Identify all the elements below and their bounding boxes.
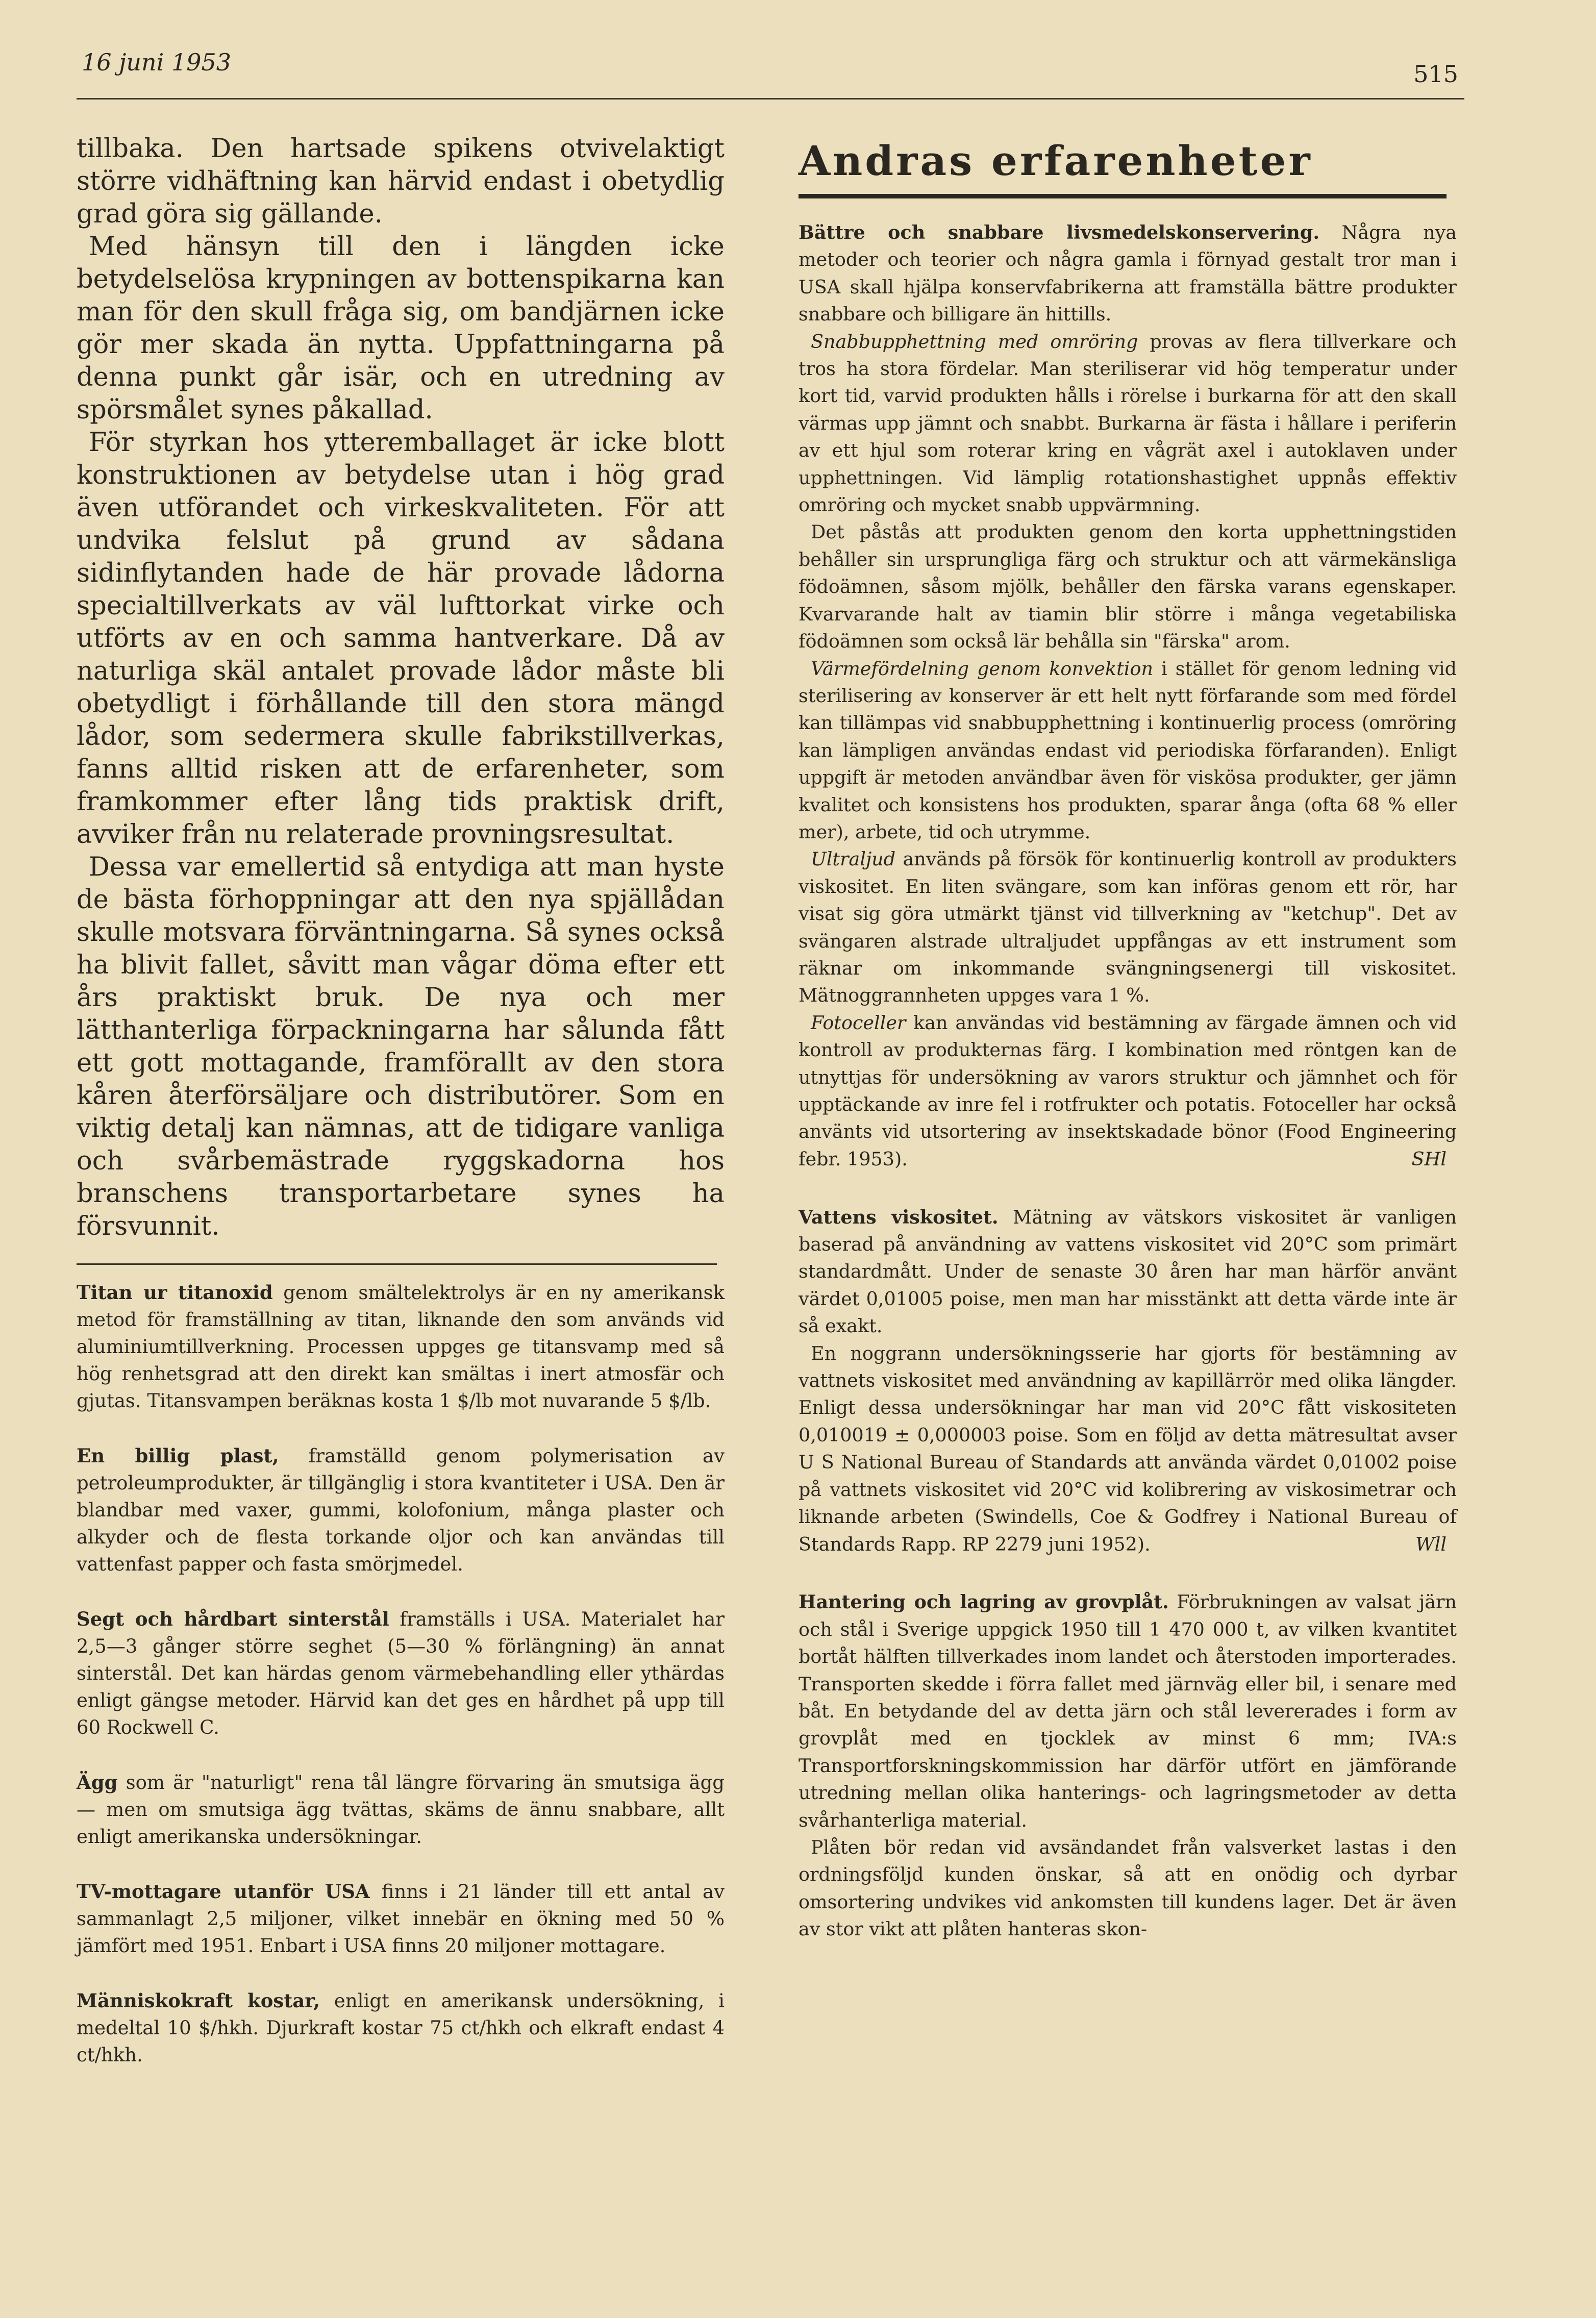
note-item — [77, 1442, 725, 1578]
news-notes — [77, 1279, 725, 2068]
news-paragraph — [799, 1204, 1457, 1340]
article-paragraph: Dessa var emellertid så entydiga att man hyste de bästa förhoppningar att den nya spjällådan skulle motsvara förväntningarna. Så synes också ha blivit fallet, såvitt man vågar döma efter ett års praktiskt bruk. De nya och mer lätthanterliga förpackningarna har sålunda fått ett gott mottagande, framförallt av den stora kåren återförsäljare och distributörer. Som en viktig detalj kan nämnas, att de tidigare vanliga och svårbemästrade ryggskadorna hos branschens transportarbetare synes ha försvunnit. — [77, 852, 725, 1241]
note-lead: Titan ur titanoxid — [77, 1281, 273, 1304]
note-item — [77, 1878, 725, 1959]
news-text: Plåten bör redan vid avsändandet från valsverket lastas i den ordningsföljd kunden önskar, så att en onödig och dyrbar omsortering undvikes vid ankomsten till kundens lager. Det är även av stor vikt att plåten hanteras skon- — [799, 1836, 1457, 1940]
news-text: provas av flera tillverkare och tros ha stora fördelar. Man steriliserar vid hög temperatur under kort tid, varvid produkten hålls i rörelse i burkarna för att den skall värmas upp jämnt och snabbt. Burkarna är fästa i hållare i periferin av ett hjul som roterar kring en vågrät axel i autoklaven under upphettningen. Vid lämplig rotationshastighet uppnås effektiv omröring och mycket snabb uppvärmning. — [799, 330, 1457, 516]
news-paragraph — [799, 845, 1457, 1009]
issue-date: 16 juni 1953 — [82, 48, 232, 76]
news-paragraph — [799, 518, 1457, 655]
author-signature: SHl — [1411, 1148, 1447, 1170]
note-lead: Ägg — [77, 1771, 118, 1793]
section-rule — [77, 1263, 717, 1265]
header-rule — [77, 98, 1464, 99]
note-lead: Segt och hårdbart sinterstål — [77, 1608, 389, 1630]
note-item — [77, 1769, 725, 1850]
news-lead: Bättre och snabbare livsmedelskonservering. — [799, 221, 1320, 243]
note-text: framställd genom polymerisation av petroleumprodukter, är tillgänglig i stora kvantiteter i USA. Den är blandbar med vaxer, gummi, kolofonium, många plaster och alkyder och de flesta torkande oljor och kan användas till vattenfast papper och fasta smörjmedel. — [77, 1445, 725, 1575]
section-title: Andras erfarenheter — [799, 137, 1313, 185]
note-item — [77, 1606, 725, 1741]
news-text: kan användas vid bestämning av färgade ämnen och vid kontroll av produkternas färg. I kombination med röntgen kan de utnyttjas för undersökning av varors struktur och jämnhet och för upptäckande av inre fel i rotfrukter och potatis. Fotoceller har också använts vid utsortering av insektskadade bönor (Food Engineering febr. 1953). — [799, 1011, 1457, 1170]
article-paragraph: För styrkan hos ytteremballaget är icke blott konstruktionen av betydelse utan i hög grad även utförandet och virkeskvaliteten. För att undvika felslut på grund av sådana sidinflytanden hade de här provade lådorna specialtillverkats av väl lufttorkat virke och utförts av en och samma hantverkare. Då av naturliga skäl antalet provade lådor måste bli obetydligt i förhållande till den stora mängd lådor, som sedermera skulle fabrikstillverkas, fanns alltid risken att de erfarenheter, som framkommer efter lång tids praktisk drift, avviker från nu relaterade provningsresultat. — [77, 428, 725, 850]
title-rule — [799, 194, 1447, 198]
note-text: som är "naturligt" rena tål längre förvaring än smutsiga ägg — men om smutsiga ägg tvättas, skäms de ännu snabbare, allt enligt amerikanska undersökningar. — [77, 1772, 725, 1848]
news-text: Det påstås att produkten genom den korta upphettningstiden behåller sin ursprungliga färg och struktur och att värmekänsliga födoämnen, såsom mjölk, behåller den färska varans egenskaper. Kvarvarande halt av tiamin blir större i många vegetabiliska födoämnen som också lär behålla sin "färska" arom. — [799, 521, 1457, 653]
article-continuation — [77, 133, 725, 1243]
note-text: finns i 21 länder till ett antal av sammanlagt 2,5 miljoner, vilket innebär en ökning med 50 % jämfört med 1951. Enbart i USA finns 20 miljoner mottagare. — [77, 1881, 725, 1957]
news-text: Förbrukningen av valsat järn och stål i Sverige uppgick 1950 till 1 470 000 t, av vilken kvantitet bortåt hälften tillverkades inom landet och återstoden importerades. Transporten skedde i förra fallet med järnväg eller bil, i senare med båt. En betydande del av detta järn och stål levererades i form av grovplåt med en tjocklek av minst 6 mm; IVA:s Transportforskningskommission har därför utfört en jämförande utredning mellan olika hanterings- och lagringsmetoder av detta svårhanterliga material. — [799, 1591, 1457, 1831]
note-text: framställs i USA. Materialet har 2,5—3 gånger större seghet (5—30 % förlängning) än annat sinterstål. Det kan härdas genom värmebehandling eller ythärdas enligt gängse metoder. Härvid kan det ges en hårdhet på upp till 60 Rockwell C. — [77, 1608, 725, 1738]
news-text: Mätning av vätskors viskositet är vanligen baserad på användning av vattens viskositet vid 20°C som primärt standardmått. Under de senaste 30 åren har man härför använt värdet 0,01005 poise, men man har misstänkt att detta värde inte är så exakt. — [799, 1206, 1457, 1337]
news-lead: Hantering och lagring av grovplåt. — [799, 1591, 1169, 1613]
author-signature: Wll — [1415, 1533, 1447, 1555]
news-paragraph — [799, 328, 1457, 519]
section-gap — [799, 1558, 1457, 1588]
note-lead: En billig plast, — [77, 1444, 279, 1467]
note-lead: Människokraft kostar, — [77, 1989, 320, 2012]
page-number: 515 — [1413, 60, 1458, 88]
note-item — [77, 1987, 725, 2068]
note-text: genom smältelektrolys är en ny amerikansk metod för framställning av titan, liknande den som används vid aluminiumtillverkning. Processen uppges ge titansvamp med så hög renhetsgrad att den direkt kan smältas i inert atmosfär och gjutas. Titansvampen beräknas kosta 1 $/lb mot nuvarande 5 $/lb. — [77, 1282, 725, 1412]
news-paragraph — [799, 1834, 1457, 1943]
article-paragraph: Med hänsyn till den i längden icke betydelselösa krypningen av bottenspikarna kan man för den skull fråga sig, om bandjärnen icke gör mer skada än nytta. Uppfattningarna på denna punkt går isär, och en utredning av spörsmålet synes påkallad. — [77, 232, 725, 425]
news-subhead: Fotoceller — [811, 1011, 906, 1034]
news-paragraph — [799, 1340, 1457, 1558]
section-gap — [799, 1173, 1457, 1204]
note-text: enligt en amerikansk undersökning, i medeltal 10 $/hkh. Djurkraft kostar 75 ct/hkh och elkraft endast 4 ct/hkh. — [77, 1990, 725, 2066]
article-paragraph: tillbaka. Den hartsade spikens otvivelaktigt större vidhäftning kan härvid endast i obetydlig grad göra sig gällande. — [77, 134, 725, 229]
note-lead: TV-mottagare utanför USA — [77, 1880, 370, 1903]
news-subhead: Ultraljud — [811, 848, 896, 870]
news-text: i stället för genom ledning vid sterilisering av konserver är ett helt nytt förfarande som med fördel kan tillämpas vid snabbupphettning i kontinuerlig process (omröring kan lämpligen användas endast vid periodiska förfaranden). Enligt uppgift är metoden användbar även för viskösa produkter, ger jämn kvalitet och konsistens hos produkten, sparar ånga (ofta 68 % eller mer), arbete, tid och utrymme. — [799, 657, 1457, 843]
news-text: används på försök för kontinuerlig kontroll av produkters viskositet. En liten svängare, som kan införas genom ett rör, har visat sig göra utmärkt tjänst vid tillverkning av "ketchup". Det av svängaren alstrade ultraljudet uppfångas av ett instrument som räknar om inkommande svängningsenergi till viskositet. Mätnoggrannheten uppges vara 1 %. — [799, 848, 1457, 1007]
right-column — [799, 128, 1457, 1943]
news-lead: Vattens viskositet. — [799, 1206, 999, 1228]
news-subhead: Snabbupphettning med omröring — [811, 330, 1138, 353]
news-paragraph — [799, 655, 1457, 846]
news-text: En noggrann undersökningsserie har gjorts för bestämning av vattnets viskositet med användning av kapillärrör med olika längder. Enligt dessa undersökningar har man vid 20°C fått viskositeten 0,010019 ± 0,000003 poise. Som en följd av detta mätresultat avser U S National Bureau of Standards att använda värdet 0,01002 poise på vattnets viskositet vid 20°C vid kolibrering av viskosimetrar och liknande arbeten (Swindells, Coe & Godfrey i National Bureau of Standards Rapp. RP 2279 juni 1952). — [799, 1342, 1457, 1555]
news-sections — [799, 219, 1457, 1943]
news-subhead: Värmefördelning genom konvektion — [811, 657, 1153, 680]
left-column — [77, 133, 725, 2097]
news-text: Några nya metoder och teorier och några gamla i förnyad gestalt tror man i USA skall hjälpa konservfabrikerna att framställa bättre produkter snabbare och billigare än hittills. — [799, 221, 1457, 326]
news-paragraph — [799, 1588, 1457, 1834]
news-paragraph — [799, 219, 1457, 328]
note-item — [77, 1279, 725, 1414]
